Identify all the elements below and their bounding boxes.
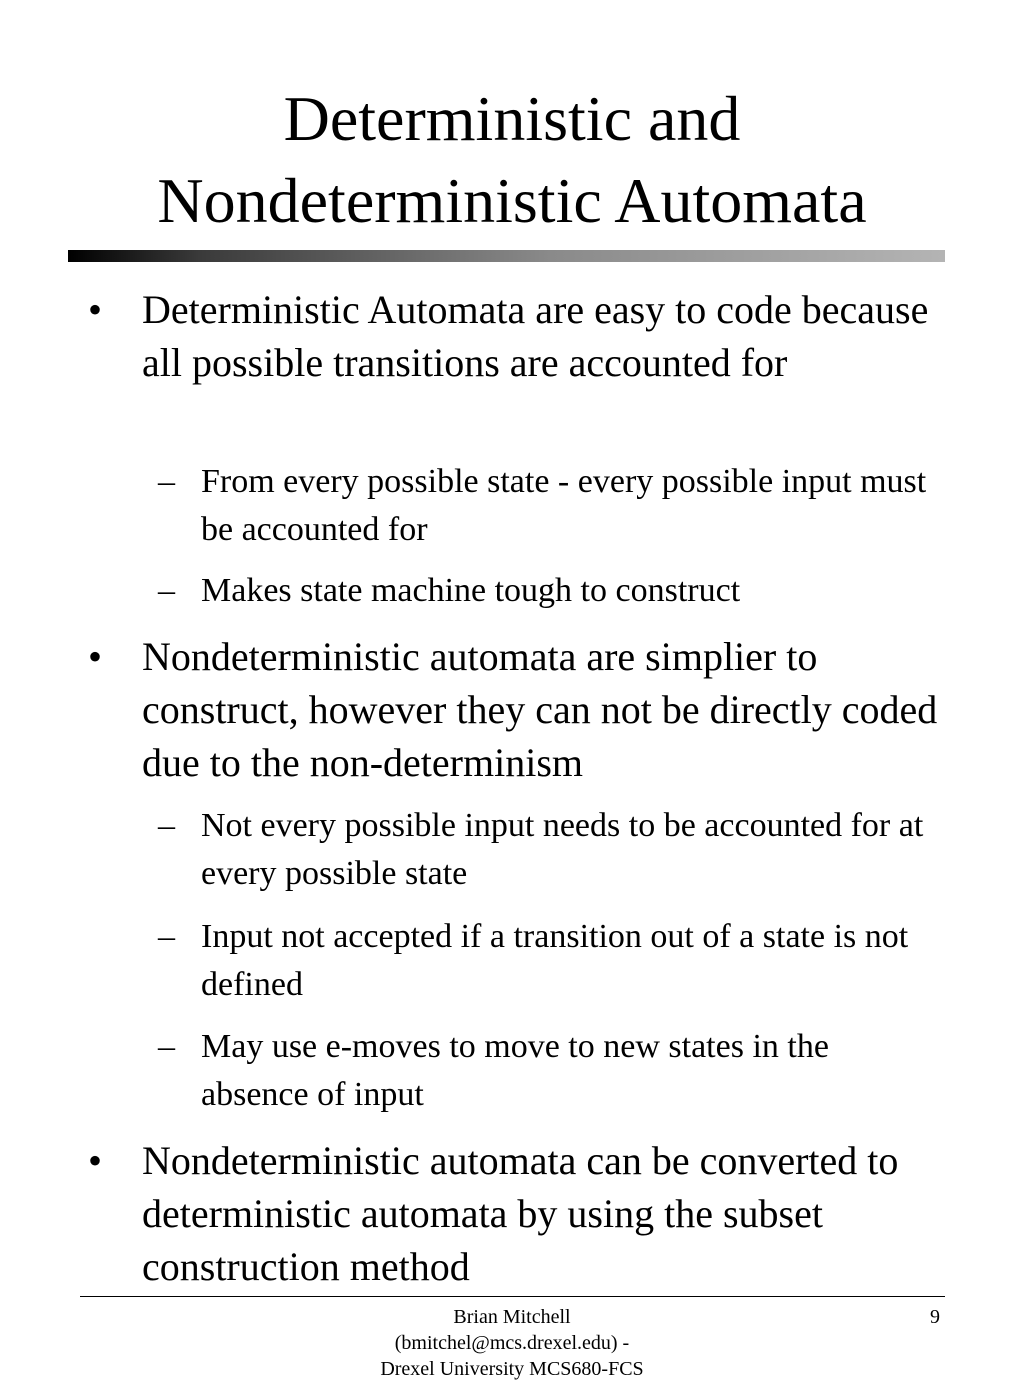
bullet-text: Nondeterministic automata are simplier to construct, however they can not be directly coded due to the non-determinism bbox=[142, 634, 938, 785]
title-divider bbox=[68, 250, 945, 262]
sub-bullet-text: Makes state machine tough to construct bbox=[201, 572, 741, 609]
slide-title-line-1: Deterministic and bbox=[283, 83, 741, 154]
bullet-text: Deterministic Automata are easy to code because all possible transitions are accounted for bbox=[142, 287, 929, 385]
bullet-text: Nondeterministic automata can be converted to deterministic automata by using the subset construction method bbox=[142, 1138, 899, 1289]
sub-bullet-marker: – bbox=[158, 807, 175, 844]
footer-author bbox=[300, 1304, 724, 1382]
sub-bullet-marker: – bbox=[158, 918, 175, 955]
sub-bullet-text: Input not accepted if a transition out of a state is not defined bbox=[201, 918, 909, 1003]
footer-author-email: (bmitchel@mcs.drexel.edu) - bbox=[394, 1332, 630, 1354]
footer-author-name: Brian Mitchell bbox=[453, 1306, 571, 1328]
footer-divider bbox=[80, 1296, 945, 1297]
bullet-marker: • bbox=[88, 1138, 103, 1183]
slide-title bbox=[0, 78, 1024, 242]
footer-course: Drexel University MCS680-FCS bbox=[380, 1358, 644, 1380]
sub-bullet-text: Not every possible input needs to be accounted for at every possible state bbox=[201, 807, 924, 892]
sub-bullet-text: May use e-moves to move to new states in the absence of input bbox=[201, 1028, 829, 1113]
bullet-marker: • bbox=[88, 634, 103, 679]
sub-bullet-text: From every possible state - every possible input must be accounted for bbox=[201, 463, 927, 548]
sub-bullet-marker: – bbox=[158, 1028, 175, 1065]
slide-title-line-2: Nondeterministic Automata bbox=[157, 165, 867, 236]
sub-bullet-marker: – bbox=[158, 572, 175, 609]
bullet-marker: • bbox=[88, 287, 103, 332]
page-number: 9 bbox=[930, 1306, 940, 1328]
sub-bullet-marker: – bbox=[158, 463, 175, 500]
